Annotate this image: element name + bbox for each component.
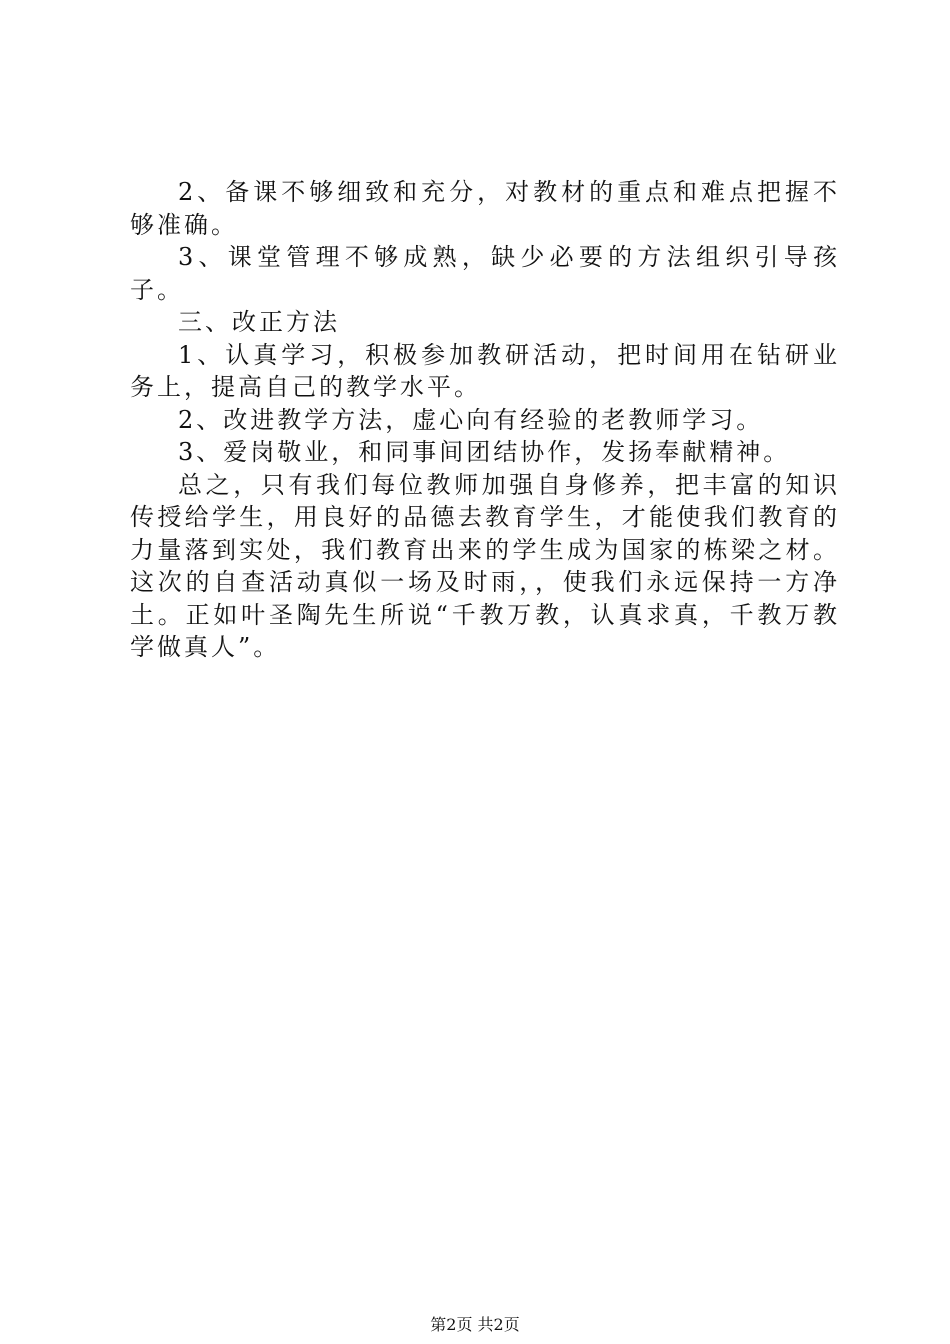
document-body [130, 176, 840, 664]
paragraph-weakness-3: 3、课堂管理不够成熟，缺少必要的方法组织引导孩子。 [130, 243, 840, 304]
paragraph-weakness-2: 2、备课不够细致和充分，对教材的重点和难点把握不够准确。 [130, 178, 840, 239]
paragraph-correction-3: 3、爱岗敬业，和同事间团结协作，发扬奉献精神。 [178, 438, 791, 466]
paragraph-correction-2: 2、改进教学方法，虚心向有经验的老教师学习。 [178, 405, 764, 434]
paragraph-conclusion: 总之，只有我们每位教师加强自身修养，把丰富的知识传授给学生，用良好的品德去教育学生，才能使我们教育的力量落到实处，我们教育出来的学生成为国家的栋梁之材。这次的自查活动真似一场及时雨，，使我们永远保持一方净土。正如叶圣陶先生所说“千教万教，认真求真，千教万教学做真人”。 [130, 470, 840, 661]
paragraph-correction-1: 1、认真学习，积极参加教研活动，把时间用在钻研业务上，提高自己的教学水平。 [130, 340, 840, 401]
section-heading-corrections: 三、改正方法 [178, 308, 340, 336]
page-number-footer: 第2页 共2页 [430, 1315, 520, 1334]
